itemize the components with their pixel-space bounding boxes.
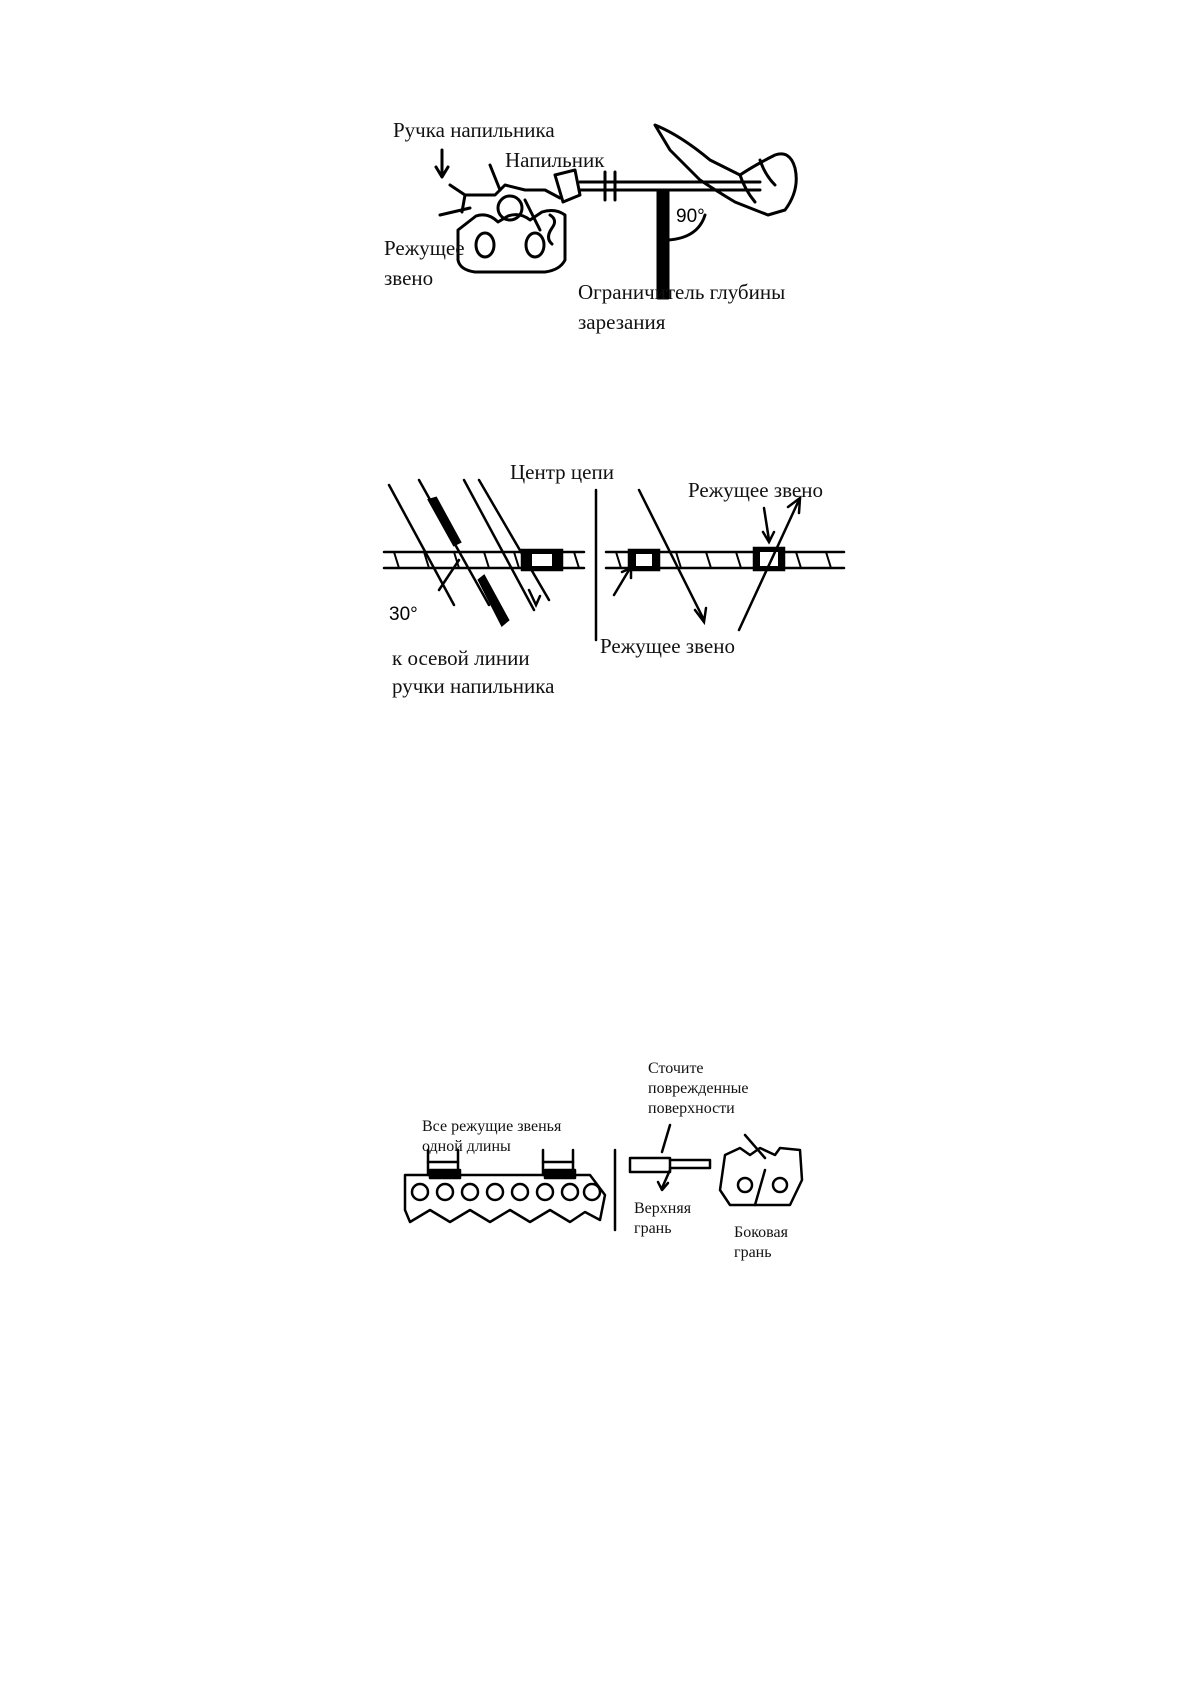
cutter-label-line1: Режущее — [384, 236, 465, 260]
grind-label-line2: поврежденные — [648, 1080, 749, 1097]
same-length-label-line2: одной длины — [422, 1138, 511, 1155]
file-lower — [479, 576, 508, 625]
cutter-hole-right — [526, 233, 544, 257]
axis-label-line1: к осевой линии — [392, 646, 530, 670]
cutter-right-label: Режущее звено — [688, 478, 823, 502]
cutter-top-face — [630, 1158, 670, 1172]
file-label: Напильник — [505, 148, 605, 172]
cutter-label-line2: звено — [384, 266, 434, 290]
depth-gauge-label-line2: зарезания — [578, 310, 666, 334]
cutter-bottom-label: Режущее звено — [600, 634, 735, 658]
same-length-label-line1: Все режущие звенья — [422, 1118, 562, 1135]
file-upper — [429, 498, 460, 545]
top-face-label-line2: грань — [634, 1220, 672, 1237]
grind-label-line3: поверхности — [648, 1100, 735, 1117]
depth-gauge-label-line1: Ограничитель глубины — [578, 280, 786, 304]
side-face-label-line1: Боковая — [734, 1224, 788, 1241]
chain-left — [384, 550, 584, 570]
hand — [655, 125, 796, 215]
chain-right — [606, 548, 844, 570]
cutter-length-figure — [400, 1120, 820, 1230]
file-handle-label: Ручка напильника — [393, 118, 555, 142]
grind-label-line1: Сточите — [648, 1060, 704, 1077]
angle-30-label: 30° — [389, 604, 418, 625]
top-face-label-line1: Верхняя — [634, 1200, 692, 1217]
axis-label-line2: ручки напильника — [392, 674, 555, 698]
cutter-side-face — [720, 1148, 802, 1205]
angle-90-label: 90° — [676, 206, 705, 227]
chain-center-label: Центр цепи — [510, 460, 614, 484]
side-face-label-line2: грань — [734, 1244, 772, 1261]
cutter-hole-left — [476, 233, 494, 257]
file-angle-figure — [384, 480, 844, 660]
